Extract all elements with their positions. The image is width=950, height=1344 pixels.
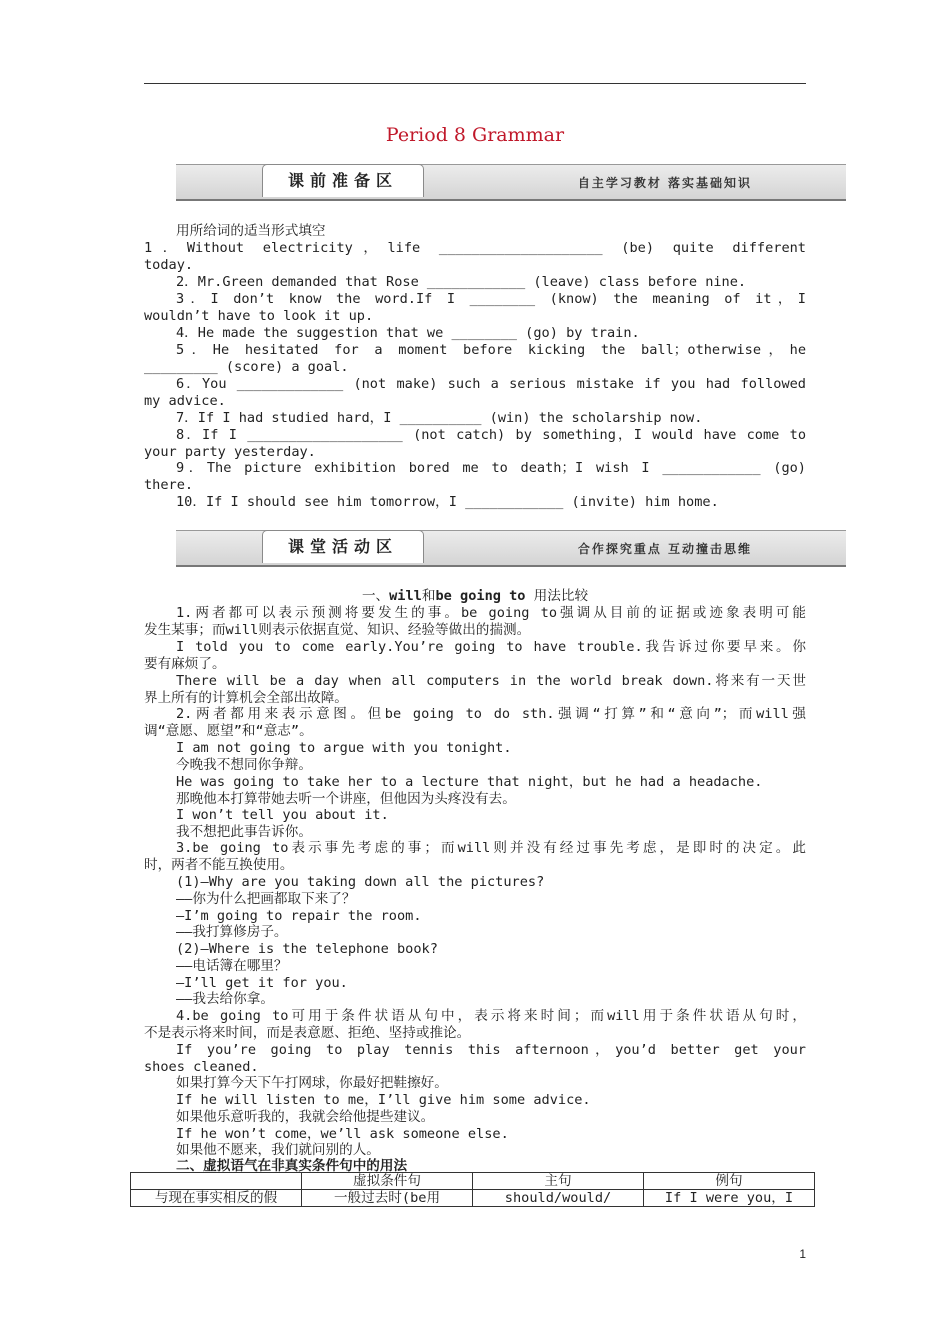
exercise-6-line-1: 6．You _____________ (not make) such a serious mistake if you had followed	[176, 376, 806, 392]
example-2-line-1: There will be a day when all computers in the world break down.将来有一天世	[176, 673, 806, 689]
heading-suffix: 用法比较	[525, 588, 589, 604]
table-cell: 一般过去时(be用	[302, 1190, 473, 1207]
exercise-3-line-1: 3．I don’t know the word.If I ________ (know) the meaning of it，I	[176, 291, 806, 307]
dialogue-1-translation: ——你为什么把画都取下来了？	[176, 891, 356, 907]
dialogue-3-translation: ——电话簿在哪里？	[176, 958, 288, 974]
section-1-heading	[0, 588, 950, 605]
example-3-translation: 今晚我不想同你争辩。	[176, 757, 312, 773]
example-6-line-1: If you’re going to play tennis this afternoon，you’d better get your	[176, 1042, 806, 1058]
top-rule	[144, 83, 806, 84]
exercise-4: 4．He made the suggestion that we ________ (go) by train.	[176, 325, 640, 341]
exercise-8-line-2: your party yesterday.	[144, 444, 316, 460]
point-2-line-1: 2.两者都用来表示意图。但be going to do sth.强调“打算”和“意向”；而will强	[176, 706, 806, 722]
example-4-translation: 那晚他本打算带她去听一个讲座，但他因为头疼没有去。	[176, 791, 516, 807]
exercise-7: 7．If I had studied hard，I __________ (win) the scholarship now.	[176, 410, 703, 426]
exercise-10: 10．If I should see him tomorrow，I ____________ (invite) him home.	[176, 494, 719, 510]
heading-will: will	[389, 588, 422, 604]
section-2-heading: 二、虚拟语气在非真实条件句中的用法	[176, 1158, 408, 1174]
exercise-9-line-2: there.	[144, 477, 194, 493]
example-5-translation: 我不想把此事告诉你。	[176, 824, 312, 840]
point-2-line-2: 调“意愿、愿望”和“意志”。	[144, 723, 313, 739]
table-header-cell	[131, 1173, 302, 1190]
example-7-translation: 如果他乐意听我的，我就会给他提些建议。	[176, 1109, 435, 1125]
point-3-line-1: 3.be going to表示事先考虑的事；而will则并没有经过事先考虑，是即时的决定。此	[176, 840, 806, 856]
dialogue-4-translation: ——我去给你拿。	[176, 991, 274, 1007]
heading-prefix: 一、	[361, 588, 390, 604]
table-row	[131, 1190, 815, 1207]
table-cell: If I were you，I	[644, 1190, 815, 1207]
page-number: 1	[799, 1247, 806, 1261]
dialogue-2-translation: ——我打算修房子。	[176, 924, 288, 940]
example-6-line-2: shoes cleaned.	[144, 1059, 259, 1075]
heading-and: 和	[421, 588, 436, 604]
page-title: Period 8 Grammar	[385, 124, 565, 146]
point-1-line-1: 1.两者都可以表示预测将要发生的事。be going to强调从目前的证据或迹象表明可能	[176, 605, 806, 621]
table-header-cell: 例句	[644, 1173, 815, 1190]
example-4: He was going to take her to a lecture that night，but he had a headache.	[176, 774, 763, 790]
section-banner-classroom	[176, 530, 846, 567]
point-1-line-2: 发生某事；而will则表示依据直觉、知识、经验等做出的揣测。	[144, 622, 531, 638]
example-6-translation: 如果打算今天下午打网球，你最好把鞋擦好。	[176, 1075, 448, 1091]
table-cell: should/would/	[473, 1190, 644, 1207]
example-7: If he will listen to me，I’ll give him some advice.	[176, 1092, 591, 1108]
example-5: I won’t tell you about it.	[176, 807, 389, 823]
exercise-1-line-2: today.	[144, 257, 194, 273]
table-header-row	[131, 1173, 815, 1190]
point-3-line-2: 时，两者不能互换使用。	[144, 857, 294, 873]
dialogue-4: —I’ll get it for you.	[176, 975, 348, 991]
example-8: If he won’t come，we’ll ask someone else.	[176, 1126, 509, 1142]
exercise-5-line-2: _________ (score) a goal.	[144, 359, 349, 375]
banner-tab-label: 课堂活动区	[262, 530, 424, 563]
section-banner-preview	[176, 164, 846, 201]
exercise-1-line-1: 1．Without electricity，life ____________________ (be) quite different	[144, 240, 806, 256]
example-1-line-2: 要有麻烦了。	[144, 656, 226, 672]
table-cell: 与现在事实相反的假	[131, 1190, 302, 1207]
banner-tab-label: 课前准备区	[262, 164, 424, 197]
table-header-cell: 虚拟条件句	[302, 1173, 473, 1190]
example-2-line-2: 界上所有的计算机会全部出故障。	[144, 690, 348, 706]
example-3: I am not going to argue with you tonight.	[176, 740, 512, 756]
point-4-line-2: 不是表示将来时间，而是表意愿、拒绝、坚持或推论。	[144, 1025, 471, 1041]
example-8-translation: 如果他不愿来，我们就问别的人。	[176, 1142, 380, 1158]
exercise-6-line-2: my advice.	[144, 393, 226, 409]
banner-subtitle: 合作探究重点 互动撞击思维	[577, 542, 752, 556]
exercise-8-line-1: 8．If I ___________________ (not catch) by something，I would have come to	[176, 427, 806, 443]
heading-be-going-to: be going to	[435, 588, 526, 604]
exercise-5-line-1: 5．He hesitated for a moment before kicking the ball；otherwise，he	[176, 342, 806, 358]
table-header-cell: 主句	[473, 1173, 644, 1190]
subjunctive-table	[130, 1172, 815, 1207]
dialogue-1: (1)—Why are you taking down all the pictures?	[176, 874, 545, 890]
dialogue-3: (2)—Where is the telephone book?	[176, 941, 438, 957]
point-4-line-1: 4.be going to可用于条件状语从句中，表示将来时间；而will用于条件状语从句时，	[176, 1008, 806, 1024]
dialogue-2: —I’m going to repair the room.	[176, 908, 422, 924]
instruction: 用所给词的适当形式填空	[176, 223, 326, 239]
banner-subtitle: 自主学习教材 落实基础知识	[577, 176, 752, 190]
exercise-3-line-2: wouldn’t have to look it up.	[144, 308, 374, 324]
exercise-2: 2．Mr.Green demanded that Rose ____________ (leave) class before nine.	[176, 274, 747, 290]
exercise-9-line-1: 9．The picture exhibition bored me to death；I wish I ____________ (go)	[176, 460, 806, 476]
example-1-line-1: I told you to come early.You’re going to have trouble.我告诉过你要早来。你	[176, 639, 806, 655]
